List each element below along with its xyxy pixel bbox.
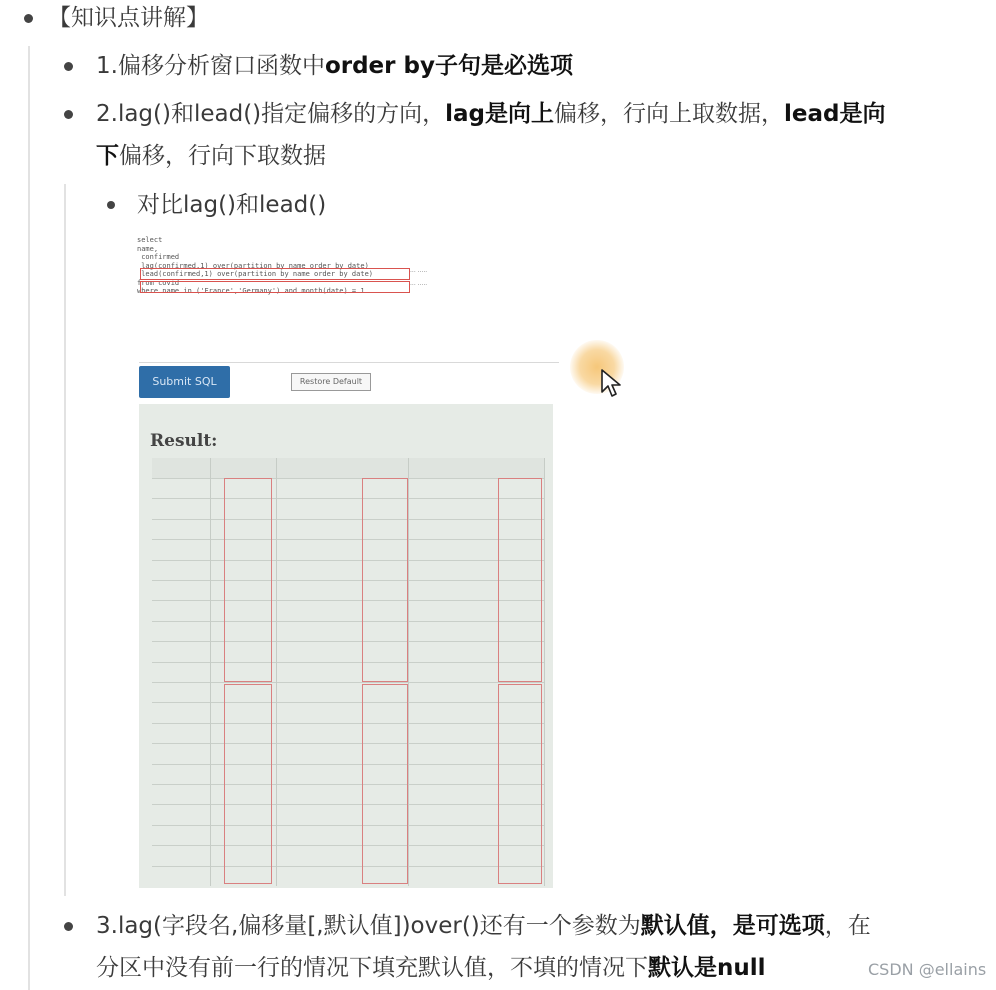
code-highlight-lag [140,268,410,280]
highlight-box [498,478,542,682]
code-snippet: select name, confirmed lag(confirmed,1) over(partition by name order by date) lead(confirmed,1) over(partition by name order by date) from covid where name in ('France','Germany') and month(date) = 1 [137,236,374,295]
inner-list-guide [64,184,66,896]
highlight-box [224,684,272,884]
point-2-line-2 [96,134,326,178]
point-3-post: ，在 [824,913,871,939]
bullet [107,201,115,209]
bullet [64,110,73,119]
highlight-box [224,478,272,682]
point-1-text: 1.偏移分析窗口函数中 [96,53,325,79]
restore-default-button[interactable]: Restore Default [291,373,371,391]
bullet [64,62,73,71]
point-1-bold: order by子句是必选项 [324,53,573,79]
code-note: ··· ····· [410,282,428,289]
column-separator [276,458,277,886]
outer-list-guide [28,46,30,990]
point-2-mid: 偏移，行向上取数据， [554,101,785,127]
compare-lag-lead: 对比lag()和lead() [137,192,327,218]
point-2-post: 偏移，行向下取数据 [119,143,326,169]
point-3-line-2 [96,946,766,990]
section-heading: 【知识点讲解】 [48,5,209,31]
point-2-bold-lead: lead是向 [784,101,886,127]
point-2-text: 2.lag()和lead()指定偏移的方向， [96,101,446,127]
point-2-bold-lag: lag是向上 [445,101,555,127]
point-3-bold: 默认值，是可选项 [640,913,825,939]
bullet [64,922,73,931]
point-3-bold-2: 默认是null [648,955,766,981]
divider [139,362,559,363]
column-separator [408,458,409,886]
point-3-line-1 [96,904,871,948]
bullet [24,14,33,23]
highlight-box [498,684,542,884]
highlight-box [362,684,408,884]
code-note: ··· ····· [410,269,428,276]
column-separator [544,458,545,886]
submit-sql-button[interactable]: Submit SQL [139,366,230,398]
point-1 [96,44,573,88]
point-3-text: 3.lag(字段名,偏移量[,默认值])over()还有一个参数为 [96,913,641,939]
point-2-line-1 [96,92,886,136]
point-2-bold-down: 下 [96,143,119,169]
column-separator [210,458,211,886]
code-highlight-lead [140,281,410,293]
highlight-box [362,478,408,682]
cursor-icon [600,368,624,400]
point-3-text-2: 分区中没有前一行的情况下填充默认值，不填的情况下 [96,955,648,981]
csdn-watermark: CSDN @ellains [868,960,987,979]
result-title: Result: [150,431,218,451]
